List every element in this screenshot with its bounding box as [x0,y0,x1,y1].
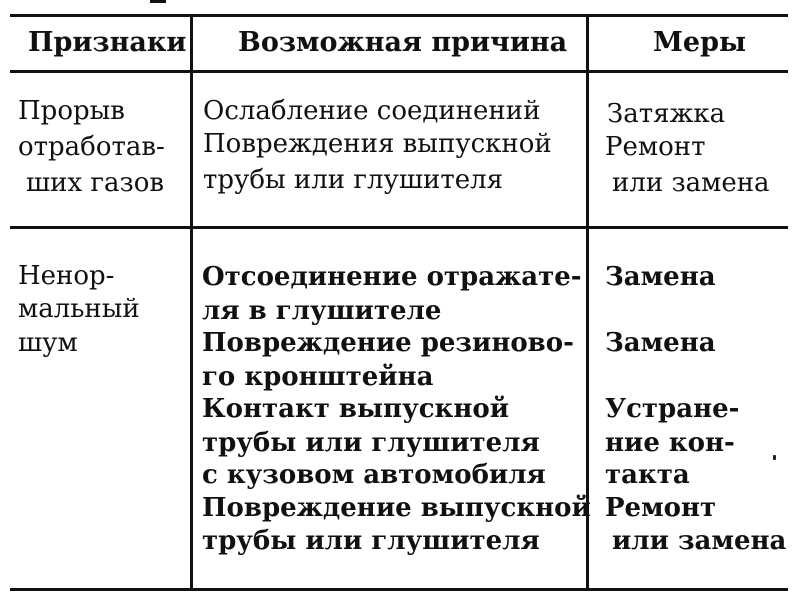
header-top-rule [10,14,788,17]
row2-measure-line: Замена [605,328,716,358]
row1-sign-line: ших газов [26,168,165,198]
row1-cause-line: трубы или глушителя [203,165,504,195]
table-bottom-rule [10,588,788,591]
row1-measure-line: Ремонт [605,132,706,162]
row1-cause-line: Повреждения выпускной [203,129,552,159]
scan-speck [773,455,776,460]
header-measures: Меры [653,27,747,58]
row2-cause-line: Повреждение выпускной [202,493,591,523]
row2-measure-line: или замена [612,526,787,556]
row2-cause-line: трубы или глушителя [202,428,540,458]
row2-cause-line: Повреждение резиново- [202,328,574,358]
row2-measure-line: такта [605,460,690,490]
row-divider-rule [10,226,788,229]
row2-sign-line: мальный [18,294,140,324]
row1-cause-line: Ослабление соединений [203,96,541,126]
row2-cause-line: трубы или глушителя [202,526,540,556]
row2-sign-line: Ненор- [18,261,115,291]
row1-measure-line: или замена [612,168,770,198]
row1-sign-line: отработав- [18,132,165,162]
header-bottom-rule [10,70,788,73]
row2-measure-line: Ремонт [605,493,717,523]
row1-sign-line: Прорыв [18,96,125,126]
row2-cause-line: Контакт выпускной [202,394,509,424]
top-rule-fragment [150,0,166,3]
header-possible-cause: Возможная причина [238,27,568,58]
row2-measure-line: Замена [605,262,716,292]
row1-measure-line: Затяжка [607,99,726,129]
row2-cause-line: ля в глушителе [202,296,442,326]
row2-measure-line: Устране- [605,394,740,424]
row2-cause-line: го кронштейна [202,362,434,392]
column-divider-1 [190,14,193,591]
row2-sign-line: шум [18,328,78,358]
row2-cause-line: с кузовом автомобиля [202,460,546,490]
row2-cause-line: Отсоединение отражате- [202,262,582,292]
row2-measure-line: ние кон- [605,428,735,458]
header-signs: Признаки [28,27,187,58]
